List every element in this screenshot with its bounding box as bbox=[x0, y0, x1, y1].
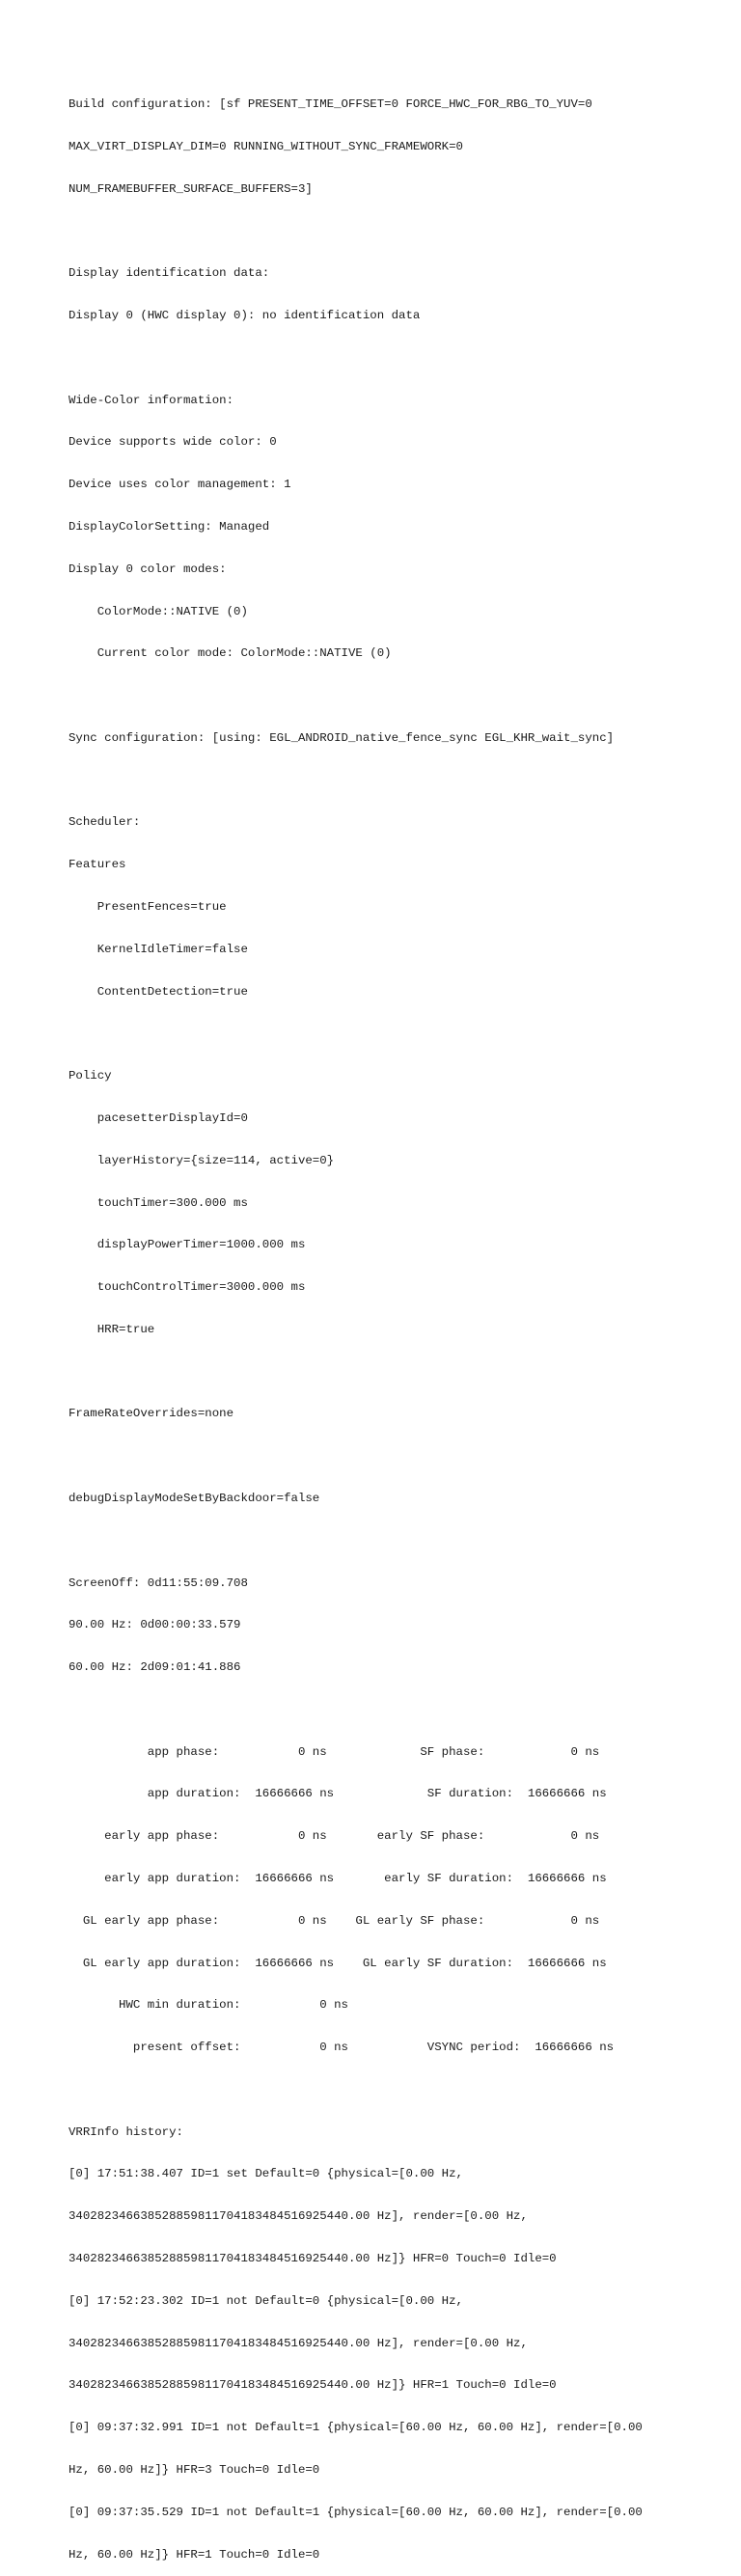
blank-line bbox=[69, 774, 643, 788]
build-config-line-1: Build configuration: [sf PRESENT_TIME_OFFSET=0 FORCE_HWC_FOR_RBG_TO_YUV=0 bbox=[69, 97, 592, 112]
display-identification-line: Display 0 (HWC display 0): no identification data bbox=[69, 309, 421, 323]
feature-kernel-idle-timer: KernelIdleTimer=false bbox=[69, 942, 248, 956]
vsync-row-present-offset: present offset: 0 ns VSYNC period: 16666666 ns bbox=[69, 2041, 615, 2055]
frame-rate-overrides-line: FrameRateOverrides=none bbox=[69, 1407, 234, 1421]
vsync-row-early-phase: early app phase: 0 ns early SF phase: 0 ns bbox=[69, 1829, 600, 1844]
vrr-entry-3-line-1: [0] 09:37:32.991 ID=1 not Default=1 {physical=[60.00 Hz, 60.00 Hz], render=[0.00 bbox=[69, 2421, 643, 2435]
vsync-row-duration: app duration: 16666666 ns SF duration: 16666666 ns bbox=[69, 1787, 607, 1801]
blank-line bbox=[69, 1534, 643, 1548]
build-config-line-2: MAX_VIRT_DISPLAY_DIM=0 RUNNING_WITHOUT_SYNC_FRAMEWORK=0 bbox=[69, 139, 463, 153]
vrr-info-history-heading: VRRInfo history: bbox=[69, 2124, 183, 2139]
vrr-entry-2-line-3: 340282346638528859811704183484516925440.00 Hz]} HFR=1 Touch=0 Idle=0 bbox=[69, 2378, 557, 2393]
vrr-entry-1-line-1: [0] 17:51:38.407 ID=1 set Default=0 {physical=[0.00 Hz, bbox=[69, 2167, 463, 2181]
policy-pacesetter-display: pacesetterDisplayId=0 bbox=[69, 1110, 248, 1125]
debug-display-mode-line: debugDisplayModeSetByBackdoor=false bbox=[69, 1491, 320, 1505]
scheduler-heading: Scheduler: bbox=[69, 815, 141, 830]
wide-color-support-line: Device supports wide color: 0 bbox=[69, 435, 277, 450]
wide-color-heading: Wide-Color information: bbox=[69, 393, 234, 407]
blank-line bbox=[69, 1703, 643, 1717]
vrr-entry-4-line-1: [0] 09:37:35.529 ID=1 not Default=1 {physical=[60.00 Hz, 60.00 Hz], render=[0.00 bbox=[69, 2505, 643, 2519]
display-identification-heading: Display identification data: bbox=[69, 266, 270, 281]
blank-line bbox=[69, 689, 643, 703]
screen-off-time-line: ScreenOff: 0d11:55:09.708 bbox=[69, 1576, 248, 1590]
color-modes-heading: Display 0 color modes: bbox=[69, 562, 227, 576]
vsync-row-hwc-min-duration: HWC min duration: 0 ns bbox=[69, 1998, 348, 2013]
policy-touch-control-timer: touchControlTimer=3000.000 ms bbox=[69, 1280, 306, 1295]
build-config-line-3: NUM_FRAMEBUFFER_SURFACE_BUFFERS=3] bbox=[69, 181, 313, 196]
blank-line bbox=[69, 2083, 643, 2097]
features-heading: Features bbox=[69, 858, 126, 872]
feature-present-fences: PresentFences=true bbox=[69, 900, 227, 915]
policy-display-power-timer: displayPowerTimer=1000.000 ms bbox=[69, 1238, 306, 1252]
sync-configuration-line: Sync configuration: [using: EGL_ANDROID_native_fence_sync EGL_KHR_wait_sync] bbox=[69, 730, 615, 745]
policy-hrr: HRR=true bbox=[69, 1322, 155, 1336]
policy-layer-history: layerHistory={size=114, active=0} bbox=[69, 1153, 335, 1167]
blank-line bbox=[69, 225, 643, 239]
current-color-mode-line: Current color mode: ColorMode::NATIVE (0) bbox=[69, 646, 392, 661]
display-color-setting-line: DisplayColorSetting: Managed bbox=[69, 520, 270, 534]
blank-line bbox=[69, 1449, 643, 1464]
blank-line bbox=[69, 1365, 643, 1380]
policy-touch-timer: touchTimer=300.000 ms bbox=[69, 1195, 248, 1210]
refresh-60hz-time-line: 60.00 Hz: 2d09:01:41.886 bbox=[69, 1660, 241, 1675]
vrr-entry-4-line-2: Hz, 60.00 Hz]} HFR=1 Touch=0 Idle=0 bbox=[69, 2547, 320, 2562]
dumpsys-text-document bbox=[69, 69, 643, 2576]
vrr-entry-1-line-3: 340282346638528859811704183484516925440.00 Hz]} HFR=0 Touch=0 Idle=0 bbox=[69, 2252, 557, 2266]
blank-line bbox=[69, 1027, 643, 1041]
policy-heading: Policy bbox=[69, 1069, 112, 1083]
vrr-entry-2-line-1: [0] 17:52:23.302 ID=1 not Default=0 {physical=[0.00 Hz, bbox=[69, 2293, 463, 2308]
vsync-row-phase: app phase: 0 ns SF phase: 0 ns bbox=[69, 1744, 600, 1759]
vsync-row-early-duration: early app duration: 16666666 ns early SF duration: 16666666 ns bbox=[69, 1872, 607, 1885]
feature-content-detection: ContentDetection=true bbox=[69, 984, 248, 999]
vrr-entry-2-line-2: 340282346638528859811704183484516925440.00 Hz], render=[0.00 Hz, bbox=[69, 2336, 528, 2350]
vsync-row-gl-early-duration: GL early app duration: 16666666 ns GL early SF duration: 16666666 ns bbox=[69, 1956, 607, 1970]
vsync-row-gl-early-phase: GL early app phase: 0 ns GL early SF phase: 0 ns bbox=[69, 1913, 600, 1928]
vrr-entry-3-line-2: Hz, 60.00 Hz]} HFR=3 Touch=0 Idle=0 bbox=[69, 2462, 320, 2477]
color-mode-line: ColorMode::NATIVE (0) bbox=[69, 604, 248, 618]
refresh-90hz-time-line: 90.00 Hz: 0d00:00:33.579 bbox=[69, 1618, 241, 1632]
color-management-line: Device uses color management: 1 bbox=[69, 478, 291, 492]
blank-line bbox=[69, 351, 643, 366]
vrr-entry-1-line-2: 340282346638528859811704183484516925440.00 Hz], render=[0.00 Hz, bbox=[69, 2209, 528, 2224]
